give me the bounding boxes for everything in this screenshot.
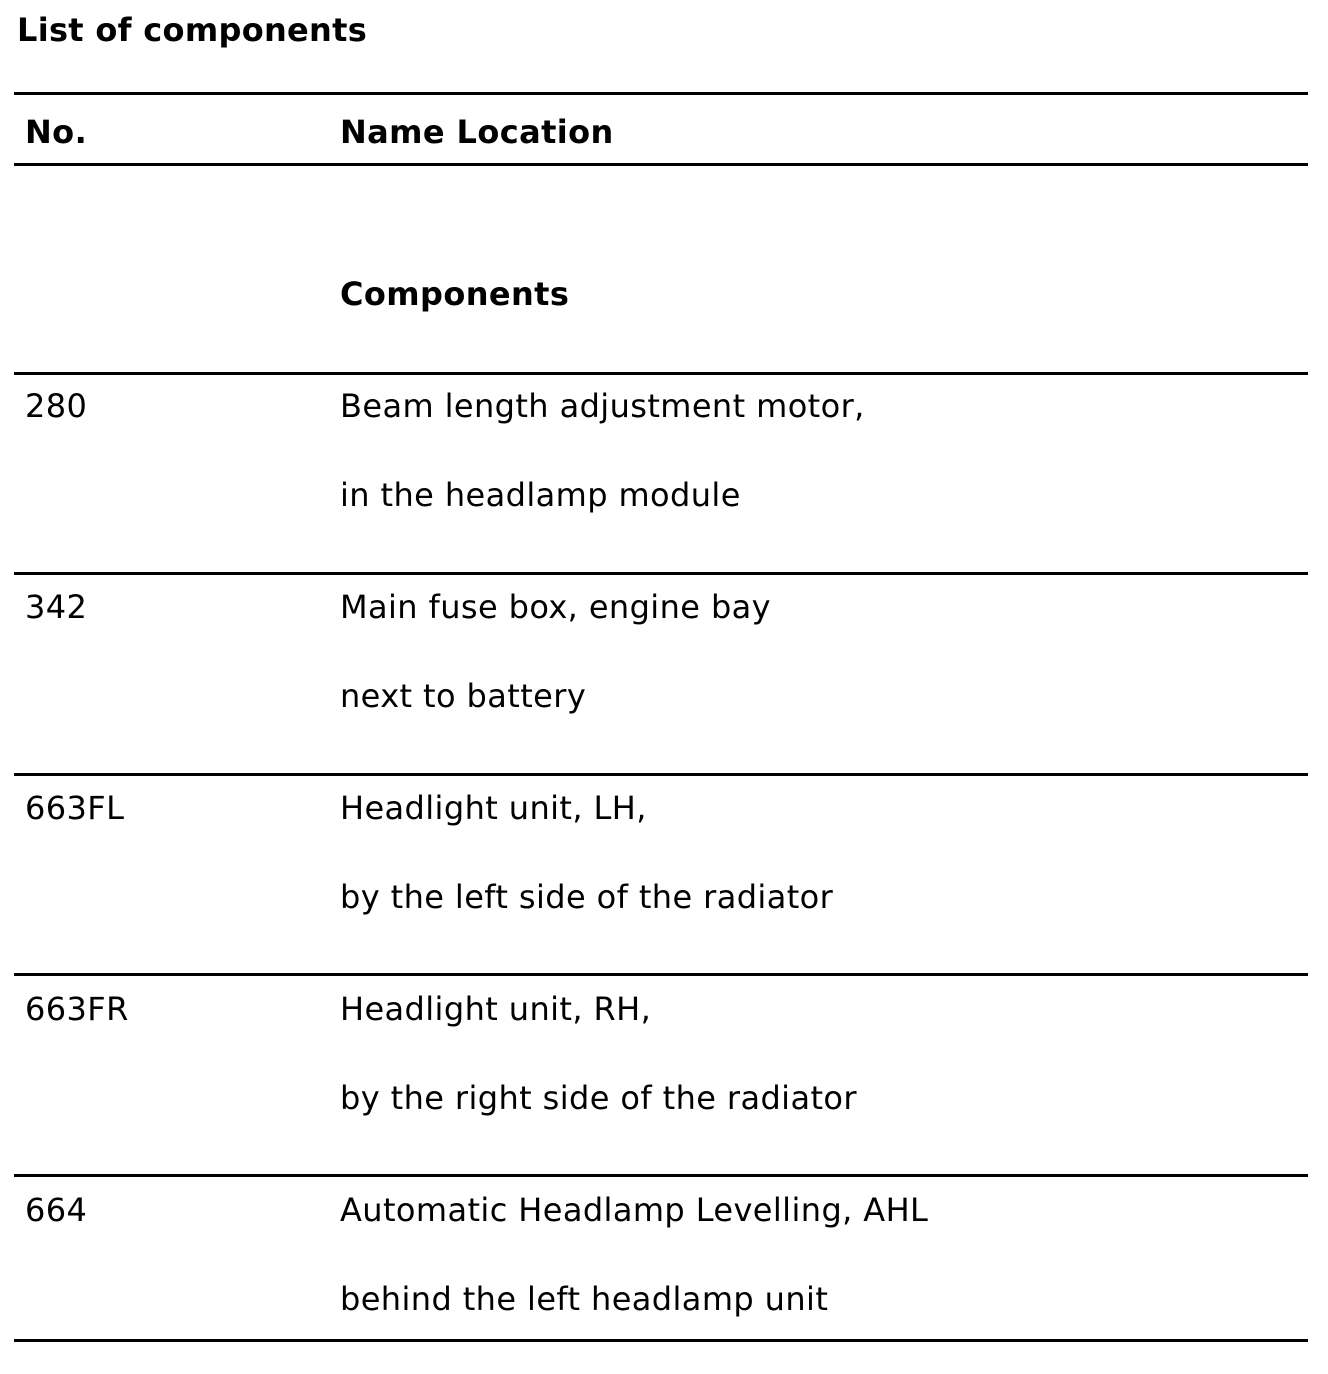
- row-name: Main fuse box, engine bay: [340, 588, 771, 626]
- row-number: 664: [25, 1191, 88, 1229]
- row-location: behind the left headlamp unit: [340, 1280, 829, 1318]
- header-name-location: Name Location: [340, 113, 614, 151]
- row-number: 663FL: [25, 789, 125, 827]
- table-bottom-rule: [14, 1339, 1308, 1342]
- row-divider: [14, 773, 1308, 776]
- row-name: Beam length adjustment motor,: [340, 387, 865, 425]
- row-location: by the right side of the radiator: [340, 1079, 857, 1117]
- header-bottom-rule: [14, 163, 1308, 166]
- header-number: No.: [25, 113, 88, 151]
- row-divider: [14, 1174, 1308, 1177]
- row-divider: [14, 372, 1308, 375]
- row-location: by the left side of the radiator: [340, 878, 834, 916]
- table-top-rule: [14, 92, 1308, 95]
- row-number: 663FR: [25, 990, 129, 1028]
- row-name: Headlight unit, RH,: [340, 990, 652, 1028]
- row-divider: [14, 973, 1308, 976]
- row-divider: [14, 572, 1308, 575]
- row-location: in the headlamp module: [340, 476, 741, 514]
- document-title: List of components: [17, 11, 368, 49]
- row-number: 342: [25, 588, 88, 626]
- row-name: Automatic Headlamp Levelling, AHL: [340, 1191, 929, 1229]
- row-name: Headlight unit, LH,: [340, 789, 647, 827]
- row-number: 280: [25, 387, 88, 425]
- row-location: next to battery: [340, 677, 587, 715]
- section-label: Components: [340, 275, 570, 313]
